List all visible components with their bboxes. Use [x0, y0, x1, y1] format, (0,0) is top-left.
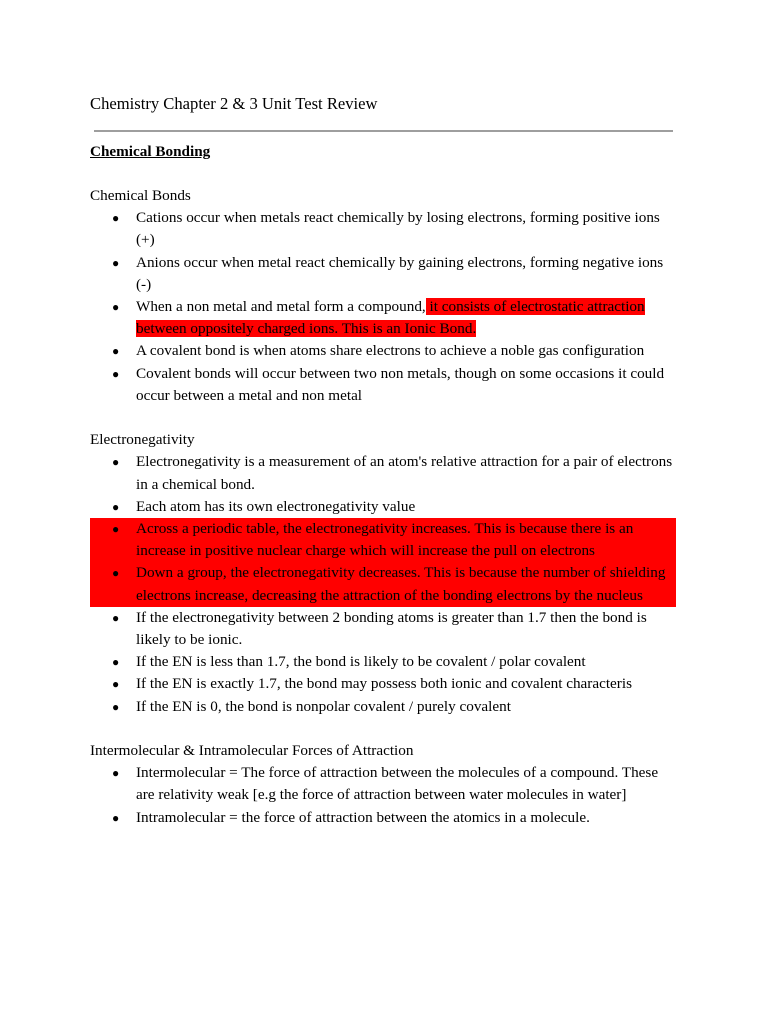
section-title: Chemical Bonding [90, 143, 211, 160]
bullet-list-chemical-bonds [90, 207, 690, 407]
list-item [90, 807, 676, 829]
bullet-icon: ● [112, 499, 120, 514]
bullet-icon: ● [112, 610, 120, 625]
subheading-forces-of-attraction: Intermolecular & Intramolecular Forces of Attraction [90, 742, 414, 760]
bullet-icon: ● [112, 344, 120, 359]
list-item [90, 651, 676, 673]
list-item-text: If the EN is exactly 1.7, the bond may possess both ionic and covalent characteris [136, 675, 632, 693]
list-item-text: Down a group, the electronegativity decreases. This is because the number of shielding electrons increase, decreasing the attraction of the bonding electrons by the nucleus [136, 564, 666, 604]
subheading-electronegativity: Electronegativity [90, 431, 195, 449]
list-item [90, 673, 676, 695]
spacer [90, 407, 690, 429]
list-item [90, 696, 676, 718]
list-item [90, 252, 676, 296]
highlighted-text: it consists of electrostatic attraction between oppositely charged ions. This is an Ionic Bond. [136, 298, 645, 338]
list-item-text: A covalent bond is when atoms share electrons to achieve a noble gas configuration [136, 342, 645, 360]
spacer [90, 718, 690, 740]
list-item-highlighted [90, 518, 676, 562]
list-item-text: Intramolecular = the force of attraction between the atomics in a molecule. [136, 808, 590, 826]
bullet-icon: ● [112, 766, 120, 781]
list-item [90, 762, 676, 806]
list-item [90, 496, 676, 518]
bullet-icon: ● [112, 699, 120, 714]
list-item-text: If the electronegativity between 2 bonding atoms is greater than 1.7 then the bond is likely to be ionic. [136, 608, 647, 649]
list-item [90, 607, 676, 651]
list-item-highlighted [90, 562, 676, 606]
bullet-icon: ● [112, 255, 120, 270]
list-item-text: Intermolecular = The force of attraction between the molecules of a compound. These are relativity weak [e.g the force of attraction between water molecules in water] [136, 764, 659, 804]
list-item [90, 296, 676, 340]
list-item [90, 451, 676, 495]
bullet-icon: ● [112, 455, 120, 470]
list-item-text: If the EN is less than 1.7, the bond is likely to be covalent / polar covalent [136, 653, 586, 671]
bullet-icon: ● [112, 655, 120, 670]
document-body [90, 185, 690, 829]
bullet-icon: ● [112, 366, 120, 381]
document-title: Chemistry Chapter 2 & 3 Unit Test Review [90, 94, 378, 113]
list-item-text: When a non metal and metal form a compound, [136, 298, 426, 315]
list-item-text: If the EN is 0, the bond is nonpolar covalent / purely covalent [136, 697, 511, 715]
list-item-text: Anions occur when metal react chemically by gaining electrons, forming negative ions (-) [136, 253, 664, 293]
bullet-icon: ● [112, 566, 120, 581]
list-item-text: Cations occur when metals react chemically by losing electrons, forming positive ions (+) [136, 209, 660, 249]
list-item-text: Across a periodic table, the electronegativity increases. This is because there is an increase in positive nuclear charge which will increase the pull on electrons [136, 520, 634, 560]
list-item [90, 363, 676, 407]
subheading-chemical-bonds: Chemical Bonds [90, 187, 191, 204]
list-item-text: Covalent bonds will occur between two non metals, though on some occasions it could occur between a metal and non metal [136, 364, 665, 404]
list-item-text: Electronegativity is a measurement of an atom's relative attraction for a pair of electrons in a chemical bond. [136, 453, 673, 493]
list-item [90, 340, 676, 362]
bullet-icon: ● [112, 522, 120, 536]
bullet-list-electronegativity [90, 451, 690, 717]
bullet-icon: ● [112, 677, 120, 692]
list-item-text: Each atom has its own electronegativity value [136, 497, 416, 515]
horizontal-rule [94, 130, 673, 132]
bullet-icon: ● [112, 300, 120, 314]
bullet-icon: ● [112, 211, 120, 226]
list-item [90, 207, 676, 251]
bullet-icon: ● [112, 810, 120, 825]
bullet-list-forces [90, 762, 690, 829]
